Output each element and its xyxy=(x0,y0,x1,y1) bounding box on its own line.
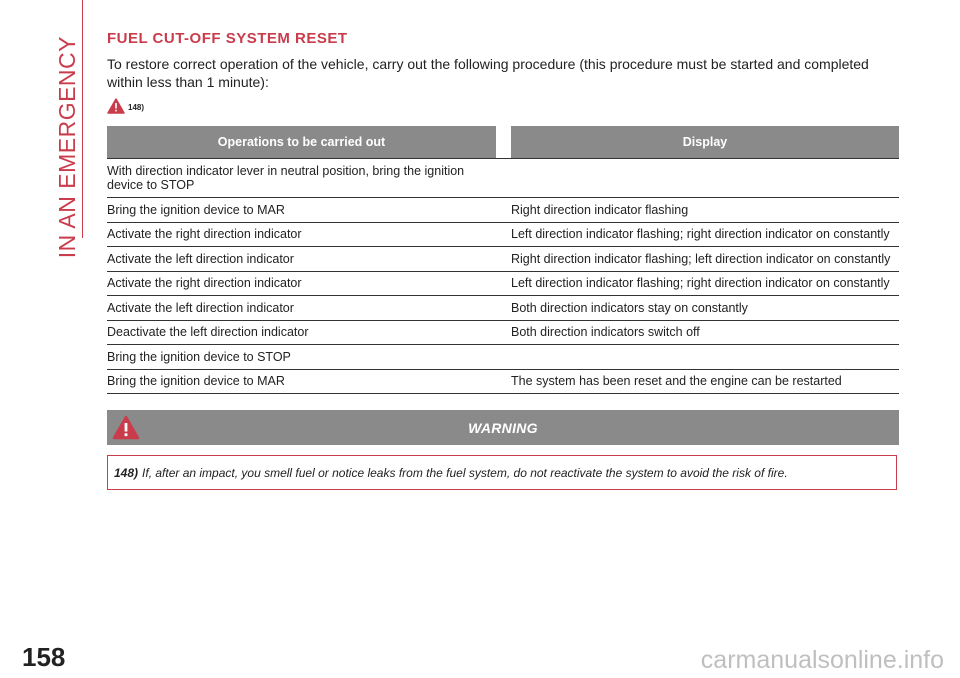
display-cell: Left direction indicator flashing; right direction indicator on constantly xyxy=(511,222,899,247)
display-cell: Both direction indicators stay on constantly xyxy=(511,296,899,321)
operation-cell: Bring the ignition device to MAR xyxy=(107,369,496,394)
operation-cell: Activate the right direction indicator xyxy=(107,222,496,247)
display-cell: Right direction indicator flashing; left direction indicator on constantly xyxy=(511,247,899,272)
display-cell: The system has been reset and the engine can be restarted xyxy=(511,369,899,394)
operation-cell: Activate the left direction indicator xyxy=(107,247,496,272)
warning-box xyxy=(107,455,897,490)
display-cell xyxy=(511,345,899,370)
display-cell xyxy=(511,159,899,198)
header-gap xyxy=(496,126,511,159)
operation-cell: Deactivate the left direction indicator xyxy=(107,320,496,345)
header-operations: Operations to be carried out xyxy=(107,126,496,159)
display-cell: Left direction indicator flashing; right direction indicator on constantly xyxy=(511,271,899,296)
watermark: carmanualsonline.info xyxy=(700,646,944,674)
table-row xyxy=(107,271,899,296)
page-number: 158 xyxy=(22,642,66,672)
warning-triangle-icon xyxy=(112,415,140,440)
warning-header-bar xyxy=(107,410,899,445)
header-display: Display xyxy=(511,126,899,159)
operation-cell: Activate the left direction indicator xyxy=(107,296,496,321)
side-divider-line xyxy=(82,0,83,238)
display-cell: Right direction indicator flashing xyxy=(511,198,899,223)
table-row xyxy=(107,320,899,345)
table-header-row xyxy=(107,126,899,159)
warning-title: WARNING xyxy=(468,419,538,436)
table-row xyxy=(107,369,899,394)
table-row xyxy=(107,159,899,198)
operation-cell: Bring the ignition device to MAR xyxy=(107,198,496,223)
section-side-label: IN AN EMERGENCY xyxy=(54,36,80,259)
page-content xyxy=(107,30,899,480)
table-row xyxy=(107,247,899,272)
warning-text: If, after an impact, you smell fuel or notice leaks from the fuel system, do not reactivate the system to avoid the risk of fire. xyxy=(142,465,788,480)
section-title: FUEL CUT-OFF SYSTEM RESET xyxy=(107,30,348,47)
procedure-table xyxy=(107,126,899,394)
table-row xyxy=(107,222,899,247)
reference-number: 148) xyxy=(128,102,145,112)
warning-triangle-icon xyxy=(107,98,125,114)
warning-reference[interactable] xyxy=(107,97,899,115)
display-cell: Both direction indicators switch off xyxy=(511,320,899,345)
table-row xyxy=(107,198,899,223)
table-row xyxy=(107,296,899,321)
intro-paragraph: To restore correct operation of the vehicle, carry out the following procedure (this procedure must be started and completed within less than 1 minute): xyxy=(107,56,869,90)
warning-number: 148) xyxy=(114,465,139,480)
operation-cell: Bring the ignition device to STOP xyxy=(107,345,496,370)
operation-cell: With direction indicator lever in neutral position, bring the ignition device to STOP xyxy=(107,159,496,198)
operation-cell: Activate the right direction indicator xyxy=(107,271,496,296)
table-row xyxy=(107,345,899,370)
